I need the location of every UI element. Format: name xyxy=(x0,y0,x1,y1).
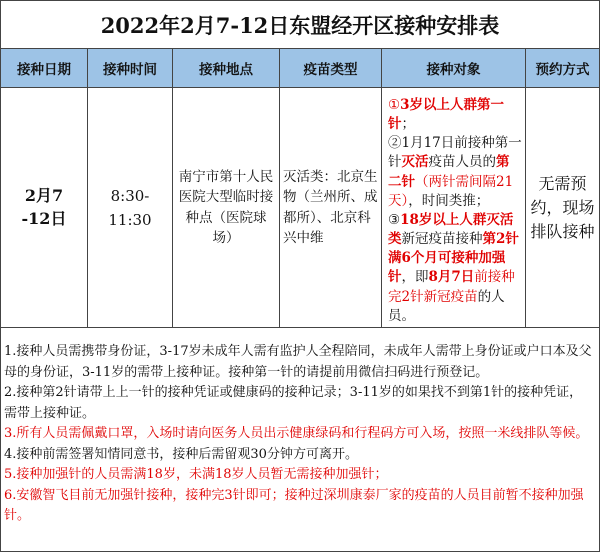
note-2: 2.接种第2针请带上上一针的接种凭证或健康码的接种记录；3-11岁的如果找不到第1针的接种凭证，需带上接种证。 xyxy=(4,385,583,421)
cell-vaccine-type xyxy=(280,88,382,327)
booking-text: 无需预约，现场排队接种 xyxy=(530,173,595,241)
date-line1: 2月7 xyxy=(24,186,64,206)
location-text: 南宁市第十人民医院大型临时接种点（医院球场） xyxy=(178,169,274,246)
header-target: 接种对象 xyxy=(382,49,526,88)
header-location: 接种地点 xyxy=(173,49,280,88)
target-item-2: ②1月17日前接种第一针灭活疫苗人员的第二针（两针需间隔21天），时间类推； xyxy=(388,135,522,209)
cell-time xyxy=(88,88,173,327)
table-title: 2022年2月7-12日东盟经开区接种安排表 xyxy=(1,1,599,49)
cell-location xyxy=(173,88,280,327)
note-3: 3.所有人员需佩戴口罩，入场时请向医务人员出示健康绿码和行程码方可入场，按照一米线排队等候。 xyxy=(4,426,589,441)
target-item-1: ①3岁以上人群第一针； xyxy=(388,97,505,133)
time-line2: 11:30 xyxy=(108,210,152,229)
header-booking: 预约方式 xyxy=(526,49,599,88)
time-line1: 8:30- xyxy=(110,186,150,205)
date-line2: -12日 xyxy=(21,208,67,228)
note-1: 1.接种人员需携带身份证，3-17岁未成年人需有监护人全程陪同，未成年人需带上身份证或户口本及父母的身份证，3-11岁的需带上接种证。接种第一针的请提前用微信扫码进行预登记。 xyxy=(4,344,592,380)
target-item-3: ③18岁以上人群灭活类新冠疫苗接种第2针满6个月可接种加强针，即8月7日前接种完2针新冠疫苗的人员。 xyxy=(388,211,519,324)
header-vaccine-type: 疫苗类型 xyxy=(280,49,382,88)
note-6: 6.安徽智飞目前无加强针接种，接种完3针即可；接种过深圳康泰厂家的疫苗的人员目前暂不接种加强针。 xyxy=(4,487,584,523)
cell-date xyxy=(1,88,88,327)
note-5: 5.接种加强针的人员需满18岁，未满18岁人员暂无需接种加强针； xyxy=(4,467,388,482)
header-date: 接种日期 xyxy=(1,49,88,88)
vaccine-type-text: 灭活类：北京生物（兰州所、成都所）、北京科兴中维 xyxy=(283,169,378,246)
cell-target xyxy=(382,88,526,327)
header-time: 接种时间 xyxy=(88,49,173,88)
note-4: 4.接种前需签署知情同意书，接种后需留观30分钟方可离开。 xyxy=(4,446,358,462)
cell-booking xyxy=(526,88,599,327)
notes-section xyxy=(1,327,599,551)
